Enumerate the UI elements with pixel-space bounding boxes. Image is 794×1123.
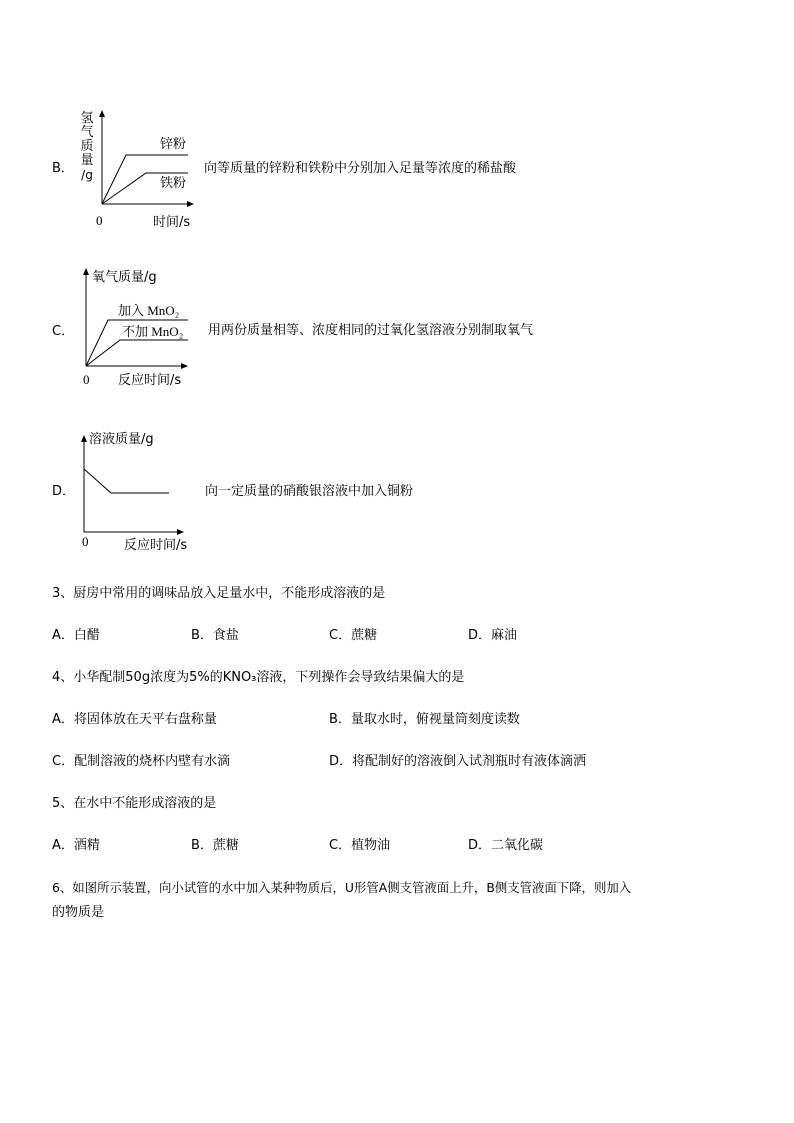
ylabel-char: /g [81, 168, 93, 182]
option-b-curve-iron-label: 铁粉 [160, 176, 187, 191]
y-axis-arrow [81, 435, 87, 442]
option-b-curve-zinc-label: 锌粉 [160, 137, 187, 152]
question-4-option-d: D．将配制好的溶液倒入试剂瓶时有液体滴洒 [329, 754, 587, 769]
question-3-option-d: D．麻油 [468, 628, 518, 643]
question-3-option-b: B．食盐 [191, 628, 239, 643]
option-c-letter: C． [52, 324, 75, 339]
question-5-option-c: C．植物油 [329, 838, 391, 853]
question-6-stem-line-2: 的物质是 [52, 905, 105, 920]
option-b-xlabel: 时间/s [153, 215, 191, 230]
question-3-stem: 3、厨房中常用的调味品放入足量水中，不能形成溶液的是 [52, 586, 386, 601]
x-axis-arrow [187, 201, 194, 207]
option-d-origin: 0 [82, 534, 89, 549]
ylabel-char: 质 [80, 139, 94, 154]
option-b-letter: B． [52, 161, 74, 176]
question-5-stem: 5、在水中不能形成溶液的是 [52, 796, 217, 811]
option-c-origin: 0 [83, 372, 90, 387]
option-b-origin: 0 [96, 213, 103, 228]
question-5-option-b: B．蔗糖 [191, 838, 239, 853]
option-c-graph [78, 264, 198, 374]
option-d-xlabel: 反应时间/s [124, 538, 188, 553]
question-3-option-a: A．白醋 [52, 628, 100, 643]
curve-without-mno2 [86, 340, 188, 366]
option-c-curve-bottom-label: 不加 MnO₂ [122, 324, 184, 339]
question-4-stem: 4、小华配制50g浓度为5%的KNO₃溶液，下列操作会导致结果偏大的是 [52, 670, 465, 685]
question-4-option-a: A．将固体放在天平右盘称量 [52, 712, 217, 727]
x-axis-arrow [181, 363, 188, 369]
question-4-option-b: B．量取水时，俯视量筒刻度读数 [329, 712, 520, 727]
x-axis-arrow [177, 529, 184, 535]
y-axis-arrow [99, 110, 105, 117]
question-6-stem-line-1: 6、如图所示装置，向小试管的水中加入某种物质后，U形管A侧支管液面上升，B侧支管液面下降，则加入 [52, 880, 632, 895]
option-b-graph [90, 108, 210, 218]
question-3-option-c: C．蔗糖 [329, 628, 378, 643]
curve-solution-mass [84, 469, 169, 493]
option-d-letter: D． [52, 484, 76, 499]
question-5-option-a: A．酒精 [52, 838, 100, 853]
question-4-option-c: C．配制溶液的烧杯内壁有水滴 [52, 754, 231, 769]
y-axis-arrow [83, 268, 89, 275]
ylabel-char: 氢 [80, 111, 94, 126]
option-c-description: 用两份质量相等、浓度相同的过氧化氢溶液分别制取氧气 [208, 323, 534, 338]
option-b-description: 向等质量的锌粉和铁粉中分别加入足量等浓度的稀盐酸 [204, 161, 517, 176]
option-c-curve-top-label: 加入 MnO₂ [118, 303, 180, 318]
option-c-ylabel: 氧气质量/g [92, 270, 157, 285]
question-5-option-d: D．二氧化碳 [468, 838, 544, 853]
option-d-description: 向一定质量的硝酸银溶液中加入铜粉 [205, 484, 414, 499]
option-d-graph [76, 430, 196, 540]
ylabel-char: 量 [80, 153, 94, 168]
ylabel-char: 气 [80, 125, 94, 140]
option-c-xlabel: 反应时间/s [118, 373, 182, 388]
option-d-ylabel: 溶液质量/g [89, 432, 154, 447]
